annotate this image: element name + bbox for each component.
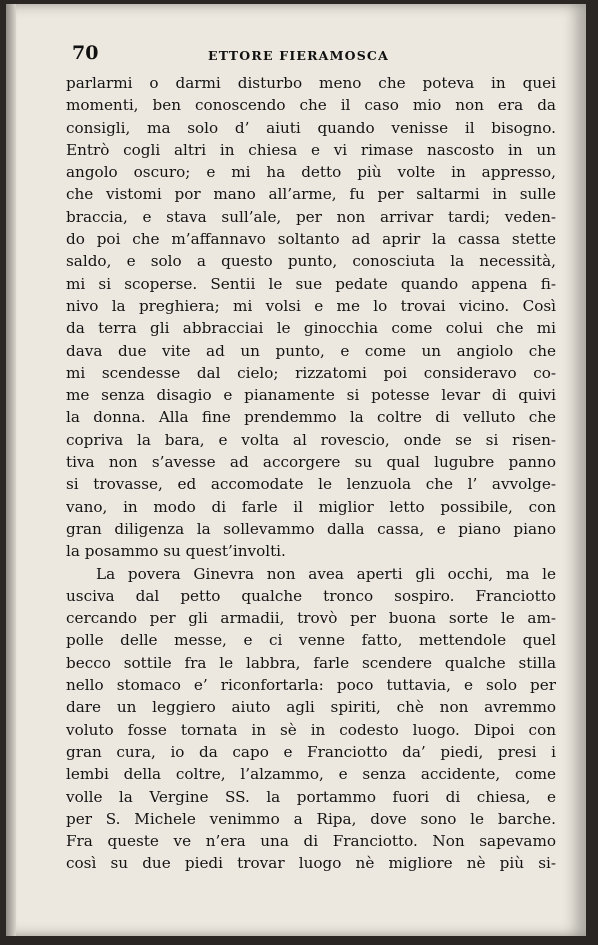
text-line: saldo, e solo a questo punto, conosciuta la necessità, — [66, 252, 556, 271]
text-line: me senza disagio e pianamente si potesse levar di quivi — [66, 386, 556, 405]
text-line: polle delle messe, e ci venne fatto, mettendole quel — [66, 631, 556, 650]
text-line: parlarmi o darmi disturbo meno che poteva in quei — [66, 74, 556, 92]
text-line: angolo oscuro; e mi ha detto più volte in appresso, — [66, 163, 556, 182]
text-line: così su due piedi trovar luogo nè migliore nè più si- — [66, 854, 556, 873]
text-line: usciva dal petto qualche tronco sospiro. Franciotto — [66, 586, 556, 605]
text-line: la donna. Alla fine prendemmo la coltre di velluto che — [66, 408, 556, 427]
page-number: 70 — [72, 42, 99, 64]
text-line: nivo la preghiera; mi volsi e me lo trovai vicino. Così — [66, 296, 556, 315]
text-line: nello stomaco e’ riconfortarla: poco tuttavia, e solo per — [66, 676, 556, 695]
text-line: che vistomi por mano all’arme, fu per saltarmi in sulle — [66, 185, 556, 204]
running-title: ETTORE FIERAMOSCA — [208, 48, 389, 63]
text-line: becco sottile fra le labbra, farle scendere qualche stilla — [66, 653, 556, 672]
text-line: da terra gli abbracciai le ginocchia come colui che mi — [66, 319, 556, 338]
paragraph — [66, 72, 556, 563]
text-line: volle la Vergine SS. la portammo fuori di chiesa, e — [66, 787, 556, 806]
text-line: voluto fosse tornata in sè in codesto luogo. Dipoi con — [66, 720, 556, 739]
text-line: cercando per gli armadii, trovò per buona sorte le am- — [66, 609, 556, 628]
book-gutter — [6, 4, 16, 936]
text-line: do poi che m’affannavo soltanto ad aprir la cassa stette — [66, 230, 556, 249]
paragraph — [66, 563, 556, 875]
text-line: mi si scoperse. Sentii le sue pedate quando appena fi- — [66, 274, 556, 293]
text-line: per S. Michele venimmo a Ripa, dove sono le barche. — [66, 809, 556, 828]
text-line: dava due vite ad un punto, e come un angiolo che — [66, 341, 556, 360]
text-line: consigli, ma solo d’ aiuti quando venisse il bisogno. — [66, 118, 556, 137]
text-line: vano, in modo di farle il miglior letto possibile, con — [66, 497, 556, 516]
text-line: gran diligenza la sollevammo dalla cassa, e piano piano — [66, 519, 556, 538]
text-line: La povera Ginevra non avea aperti gli occhi, ma le — [96, 564, 556, 583]
text-line: mi scendesse dal cielo; rizzatomi poi consideravo co- — [66, 363, 556, 382]
text-line: Fra queste ve n’era una di Franciotto. Non sapevamo — [66, 832, 556, 851]
text-line: tiva non s’avesse ad accorgere su qual lugubre panno — [66, 453, 556, 472]
text-line: copriva la bara, e volta al rovescio, onde se si risen- — [66, 430, 556, 449]
book-page — [6, 4, 586, 936]
page-header — [72, 42, 552, 70]
text-line: gran cura, io da capo e Franciotto da’ piedi, presi i — [66, 742, 556, 761]
text-line: lembi della coltre, l’alzammo, e senza accidente, come — [66, 765, 556, 784]
text-line: la posammo su quest’involti. — [66, 542, 286, 561]
text-line: dare un leggiero aiuto agli spiriti, chè non avremmo — [66, 698, 556, 717]
text-line: braccia, e stava sull’ale, per non arrivar tardi; veden- — [66, 207, 556, 226]
text-line: si trovasse, ed accomodate le lenzuola che l’ avvolge- — [66, 475, 556, 494]
text-line: Entrò cogli altri in chiesa e vi rimase nascosto in un — [66, 140, 556, 159]
text-line: momenti, ben conoscendo che il caso mio non era da — [66, 96, 556, 115]
body-text — [66, 72, 556, 875]
